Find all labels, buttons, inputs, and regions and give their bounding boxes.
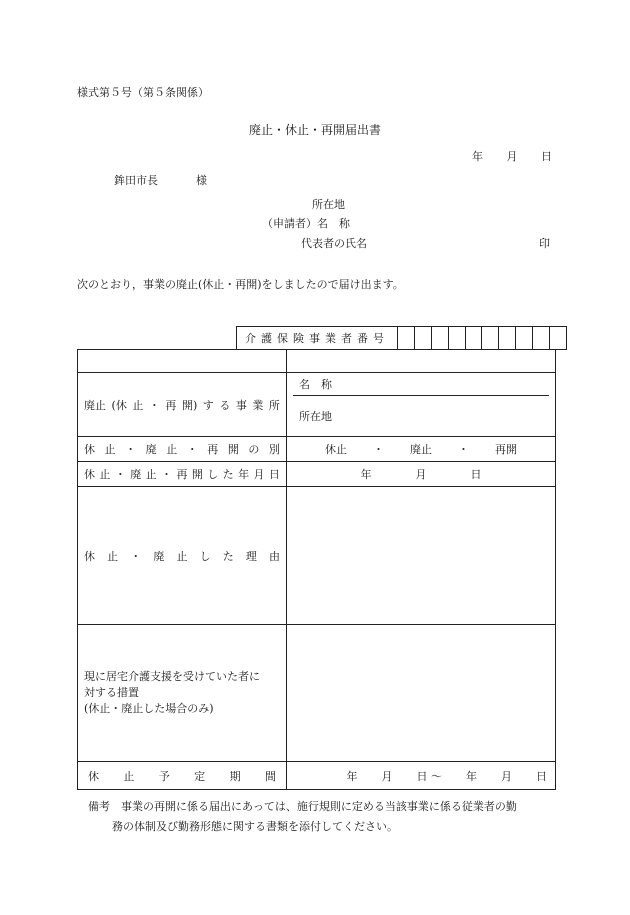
date-year-label: 年 xyxy=(472,150,483,163)
blank-value-cell[interactable] xyxy=(287,350,556,373)
type-options: 休止 ・ 廃止 ・ 再開 xyxy=(325,443,517,456)
option-resume[interactable]: 再開 xyxy=(495,443,517,456)
form-number: 様式第５号（第５条関係） xyxy=(77,86,209,99)
applicant-representative-label: 代表者の氏名 xyxy=(301,237,367,250)
office-name-field[interactable] xyxy=(293,373,549,396)
measure-label: 現に居宅介護支援を受けていた者に 対する措置 (休止・廃止した場合のみ) xyxy=(84,670,260,715)
intro-text: 次のとおり，事業の廃止(休止・再開)をしましたので届け出ます。 xyxy=(77,278,404,291)
table-row xyxy=(78,762,556,790)
type-options-cell[interactable] xyxy=(287,437,556,462)
date-label-cell xyxy=(78,462,287,487)
insurance-digit-cell[interactable] xyxy=(415,327,432,349)
insurance-digit-cell[interactable] xyxy=(482,327,499,349)
table-row xyxy=(78,625,556,762)
insurance-digit-cell[interactable] xyxy=(516,327,533,349)
applicant-location-label: 所在地 xyxy=(312,198,345,211)
type-label: 休 止 ・ 廃 止 ・ 再 開 の 別 xyxy=(84,443,280,456)
blank-label-cell xyxy=(78,350,287,373)
measure-label-cell xyxy=(78,625,287,762)
remarks-note xyxy=(88,797,558,837)
submission-date xyxy=(472,148,552,164)
insurance-digit-cell[interactable] xyxy=(550,327,566,349)
seal-mark: 印 xyxy=(539,237,550,250)
insurance-number-label: 介護保険事業者番号 xyxy=(237,327,398,349)
applicant-name-label: （申請者）名 称 xyxy=(262,217,350,230)
office-location-label: 所在地 xyxy=(299,410,332,423)
notification-table xyxy=(77,349,556,790)
reason-label-cell xyxy=(78,487,287,625)
remarks-line-2: 務の体制及び勤務形態に関する書類を添付してください。 xyxy=(112,820,398,833)
table-row xyxy=(78,350,556,373)
remarks-line-1: 備考 事業の再開に係る届出にあっては、施行規則に定める当該事業に係る従業者の勤 xyxy=(88,800,517,813)
period-parts: 年 月 日 ～ 年 月 日 xyxy=(346,769,547,783)
office-label-cell xyxy=(78,373,287,437)
type-label-cell xyxy=(78,437,287,462)
office-value-cell xyxy=(287,373,556,437)
date-label: 休 止 ・ 廃 止 ・ 再 開 し た 年 月 日 xyxy=(84,468,280,481)
page-title: 廃止・休止・再開届出書 xyxy=(248,123,381,137)
insurance-number-box xyxy=(236,326,567,350)
insurance-digit-cell[interactable] xyxy=(466,327,483,349)
insurance-digit-cell[interactable] xyxy=(533,327,550,349)
insurance-digit-cell[interactable] xyxy=(499,327,516,349)
period-label: 休 止 予 定 期 間 xyxy=(88,769,276,783)
office-name-label: 名 称 xyxy=(299,378,332,391)
date-day-label: 日 xyxy=(541,150,552,163)
addressee-name: 鉾田市長 xyxy=(114,174,158,187)
table-row xyxy=(78,462,556,487)
insurance-digit-cell[interactable] xyxy=(432,327,449,349)
table-row xyxy=(78,487,556,625)
insurance-digit-cell[interactable] xyxy=(449,327,466,349)
period-label-cell xyxy=(78,762,287,790)
period-value-cell[interactable] xyxy=(287,762,556,790)
insurance-digit-cell[interactable] xyxy=(398,327,415,349)
date-month-label: 月 xyxy=(506,150,518,163)
date-value-cell[interactable] xyxy=(287,462,556,487)
table-row xyxy=(78,373,556,437)
measure-value-cell[interactable] xyxy=(287,625,556,762)
office-location-field[interactable] xyxy=(293,396,549,436)
reason-label: 休 止 ・ 廃 止 し た 理 由 xyxy=(84,549,280,563)
option-suspend[interactable]: 休止 xyxy=(325,443,347,456)
table-row xyxy=(78,437,556,462)
addressee xyxy=(114,172,207,188)
reason-value-cell[interactable] xyxy=(287,487,556,625)
date-parts: 年 月 日 xyxy=(360,468,482,481)
addressee-suffix: 様 xyxy=(196,174,207,187)
office-label: 廃止 (休 止 ・ 再 開) す る 事 業 所 xyxy=(84,398,280,412)
option-abolish[interactable]: 廃止 xyxy=(410,443,432,456)
